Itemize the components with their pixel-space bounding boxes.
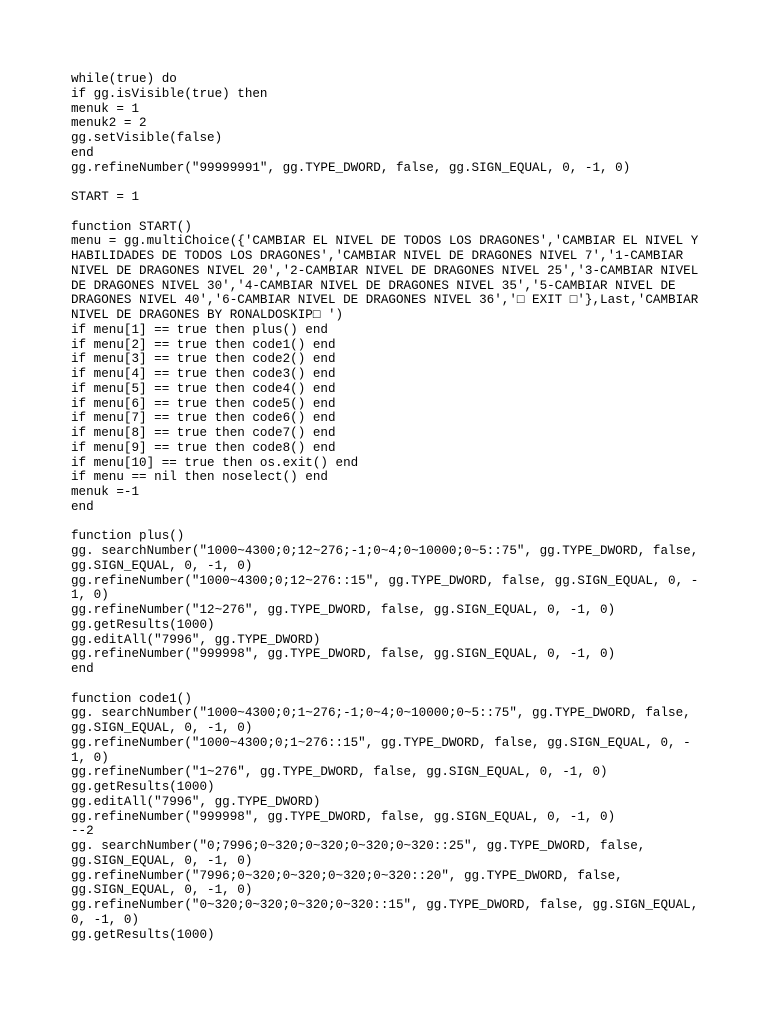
code-line: gg.editAll("7996", gg.TYPE_DWORD) (71, 794, 321, 809)
code-line: gg.SIGN_EQUAL, 0, -1, 0) (71, 558, 253, 573)
code-line: DE DRAGONES NIVEL 30','4-CAMBIAR NIVEL DE DRAGONES NIVEL 35','5-CAMBIAR NIVEL DE (71, 278, 676, 293)
code-line: menuk =-1 (71, 485, 140, 499)
code-line: NIVEL DE DRAGONES BY RONALDOSKIP□ ') (71, 308, 344, 322)
code-line: gg.getResults(1000) (71, 780, 215, 794)
code-line: gg.getResults(1000) (71, 927, 215, 942)
code-line: HABILIDADES DE TODOS LOS DRAGONES','CAMBIAR NIVEL DE DRAGONES NIVEL 7','1-CAMBIAR (71, 249, 684, 263)
code-line: if menu[4] == true then code3() end (71, 367, 336, 381)
code-line: gg.getResults(1000) (71, 617, 215, 632)
code-line: if gg.isVisible(true) then (71, 86, 268, 101)
code-line: end (71, 662, 94, 676)
code-line: DRAGONES NIVEL 40','6-CAMBIAR NIVEL DE DRAGONES NIVEL 36','□ EXIT □'},Last,'CAMBIAR (71, 293, 699, 308)
code-line: gg.refineNumber("1~276", gg.TYPE_DWORD, false, gg.SIGN_EQUAL, 0, -1, 0) (71, 765, 608, 780)
code-line: if menu[8] == true then code7() end (71, 426, 336, 440)
code-line: gg.refineNumber("0~320;0~320;0~320;0~320::15", gg.TYPE_DWORD, false, gg.SIGN_EQUAL, (71, 898, 699, 912)
code-line: 0, -1, 0) (71, 912, 140, 927)
code-line: function plus() (71, 529, 185, 544)
blank-line (71, 205, 711, 220)
code-line: if menu[9] == true then code8() end (71, 440, 336, 455)
code-line: gg.refineNumber("99999991", gg.TYPE_DWORD, false, gg.SIGN_EQUAL, 0, -1, 0) (71, 160, 631, 175)
code-line: gg.editAll("7996", gg.TYPE_DWORD) (71, 632, 321, 647)
code-line: if menu[2] == true then code1() end (71, 337, 336, 352)
code-line: gg.setVisible(false) (71, 131, 223, 145)
code-line: function START() (71, 219, 192, 234)
code-line: menu = gg.multiChoice({'CAMBIAR EL NIVEL DE TODOS LOS DRAGONES','CAMBIAR EL NIVEL Y (71, 234, 699, 249)
code-line: if menu[3] == true then code2() end (71, 352, 336, 367)
blank-line (71, 677, 711, 692)
code-line: gg.refineNumber("7996;0~320;0~320;0~320;0~320::20", gg.TYPE_DWORD, false, (71, 868, 623, 883)
code-line: if menu == nil then noselect() end (71, 470, 328, 485)
code-line: menuk2 = 2 (71, 116, 147, 131)
code-line: if menu[1] == true then plus() end (71, 322, 328, 337)
code-line: 1, 0) (71, 588, 109, 603)
code-line: gg.refineNumber("999998", gg.TYPE_DWORD, false, gg.SIGN_EQUAL, 0, -1, 0) (71, 809, 616, 824)
document-page (71, 72, 711, 942)
code-line: --2 (71, 824, 94, 839)
code-line: gg.refineNumber("1000~4300;0;1~276::15", gg.TYPE_DWORD, false, gg.SIGN_EQUAL, 0, - (71, 735, 691, 750)
code-line: if menu[5] == true then code4() end (71, 381, 336, 396)
code-line: end (71, 499, 94, 514)
blank-line (71, 175, 711, 190)
code-line: NIVEL DE DRAGONES NIVEL 20','2-CAMBIAR NIVEL DE DRAGONES NIVEL 25','3-CAMBIAR NIVEL (71, 263, 699, 278)
code-line: gg.refineNumber("12~276", gg.TYPE_DWORD, false, gg.SIGN_EQUAL, 0, -1, 0) (71, 603, 616, 617)
code-line: if menu[7] == true then code6() end (71, 411, 336, 426)
code-line: if menu[6] == true then code5() end (71, 396, 336, 411)
code-line: gg.refineNumber("1000~4300;0;12~276::15", gg.TYPE_DWORD, false, gg.SIGN_EQUAL, 0, - (71, 573, 699, 588)
code-line: gg.SIGN_EQUAL, 0, -1, 0) (71, 883, 253, 898)
code-line: 1, 0) (71, 750, 109, 765)
code-line: if menu[10] == true then os.exit() end (71, 455, 359, 470)
code-line: function code1() (71, 691, 192, 706)
code-line: menuk = 1 (71, 101, 140, 116)
code-line: gg.SIGN_EQUAL, 0, -1, 0) (71, 853, 253, 868)
code-line: gg. searchNumber("1000~4300;0;1~276;-1;0~4;0~10000;0~5::75", gg.TYPE_DWORD, false, (71, 706, 691, 721)
code-line: end (71, 145, 94, 160)
code-line: gg.SIGN_EQUAL, 0, -1, 0) (71, 721, 253, 735)
code-line: gg. searchNumber("0;7996;0~320;0~320;0~320;0~320::25", gg.TYPE_DWORD, false, (71, 839, 646, 853)
code-line: gg. searchNumber("1000~4300;0;12~276;-1;0~4;0~10000;0~5::75", gg.TYPE_DWORD, false, (71, 544, 699, 558)
blank-line (71, 515, 711, 530)
code-line: gg.refineNumber("999998", gg.TYPE_DWORD, false, gg.SIGN_EQUAL, 0, -1, 0) (71, 647, 616, 662)
code-line: START = 1 (71, 190, 140, 204)
code-line: while(true) do (71, 72, 177, 86)
